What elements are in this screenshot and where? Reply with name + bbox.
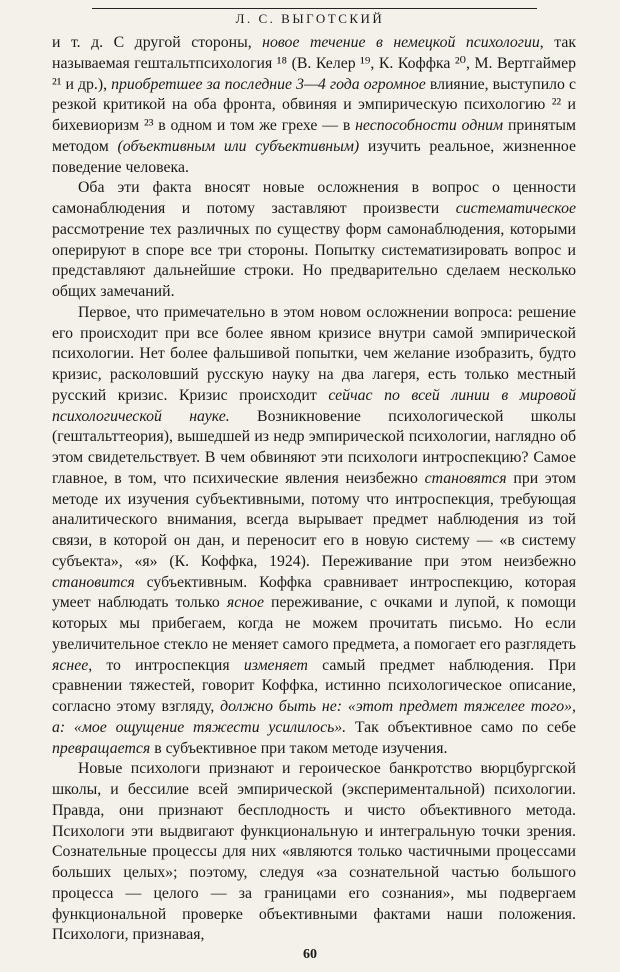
- text-run: влияние, выступило с резкой критикой на оба фронта, обвиняя и эмпирическую психологию ²² и бихевиоризм ²³ в одном и том же грехе — в: [52, 75, 576, 134]
- text-run: , так называемая гештальтпсихология ¹⁸ (В. Келер ¹⁹, К. Коффка ²⁰, М. Вертгаймер ²¹ и др.),: [52, 34, 577, 93]
- text-run: в субъективное при таком методе изучения.: [150, 739, 448, 757]
- paragraph-2: [52, 178, 576, 303]
- italic-run: яснее: [52, 656, 89, 674]
- header-rule: [92, 8, 537, 9]
- text-run: рассмотрение тех различных по существу форм самонаблюдения, которыми оперируют в споре все три стороны. Попытку систематизировать вопрос и представляют дальнейшие строки. Но предварительно сделаем несколько общих замечаний.: [52, 220, 576, 300]
- body-text: [52, 33, 576, 946]
- text-run: принятым методом: [52, 117, 576, 155]
- italic-run: ясное: [226, 594, 264, 612]
- italic-run: систематическое: [455, 200, 576, 217]
- italic-run: неспособности одним: [355, 117, 504, 134]
- text-run: Оба эти факта вносят новые осложнения в вопрос о ценности самонаблюдения и потому заставляют произвести: [52, 179, 576, 217]
- italic-run: изменяет: [243, 656, 308, 674]
- italic-run: новое течение в немецкой психологии: [262, 34, 540, 51]
- italic-run: превращается: [52, 739, 151, 757]
- italic-run: становится: [52, 573, 135, 591]
- italic-run: сейчас по всей линии в мировой психологической науке.: [52, 386, 576, 425]
- text-run: , то интроспекция: [88, 656, 244, 674]
- text-run: и т. д. С другой стороны,: [52, 34, 263, 51]
- text-run: субъективным. Коффка сравнивает интроспекцию, которая умеет наблюдать только: [52, 573, 576, 612]
- page-number: 60: [303, 947, 317, 962]
- italic-run: приобретшее за последние 3—4 года огромное: [111, 75, 426, 93]
- text-run: переживание, с очками и лупой, к помощи которых мы прибегаем, когда не можем прочитать письмо. Но если увеличительное стекло не меняет самого предмета, а помогает его разглядеть: [52, 594, 576, 653]
- text-run: Первое, что примечательно в этом новом осложнении вопроса: решение его происходит при все более явном кризисе внутри самой эмпирической психологии. Нет более фальшивой попытки, чем желание изобразить, будто кризис, расколовший русскую науку на два лагеря, есть только местный русский кризис. Кризис происходит: [52, 303, 576, 404]
- paragraph-3: [52, 303, 576, 760]
- text-run: самый предмет наблюдения. При сравнении тяжестей, говорит Коффка, истинно психологическое описание, согласно этому взгляду,: [52, 656, 576, 715]
- text-run: изучить реальное, жизненное поведение человека.: [52, 137, 577, 176]
- text-run: Так объективное само по себе: [346, 718, 576, 736]
- text-run: при этом методе их изучения субъективными, потому что интроспекция, требующая аналитического внимания, всегда вырывает предмет наблюдения из той связи, в которой он дан, и переносит его в новую систему — «в систему субъекта», «я» (К. Коффка, 1924). Переживание при этом неизбежно: [52, 469, 576, 570]
- text-run: Новые психологи признают и героическое банкротство вюрцбургской школы, и бессилие всей эмпирической (экспериментальной) психологии. Правда, они признают бесплодность и чисто объективного метода. Психологи эти выдвигают функциональную и интегральную точки зрения. Сознательные процессы для них «являются только частичными процессами больших целых»; поэтому, следуя «за сознательной частью большого процесса — целого — за границами его сознания», мы подвергаем функциональной проверке объективными фактами наши положения. Психологи, признавая,: [52, 760, 576, 944]
- paragraph-1: [52, 33, 576, 178]
- italic-run: должно быть не: «этот предмет тяжелее того», а: «мое ощущение тяжести усилилось».: [52, 698, 576, 736]
- running-head: Л. С. ВЫГОТСКИЙ: [235, 11, 385, 26]
- italic-run: становятся: [424, 469, 507, 487]
- italic-run: (объективным или субъективным): [117, 137, 360, 155]
- text-run: Возникновение психологической школы (гештальттеория), вышедшей из недр эмпирической психологии, наглядно об этом свидетельствует. В чем обвиняют эти психологи интроспекцию? Самое главное, в том, что психические явления неизбежно: [52, 407, 576, 487]
- paragraph-4: [52, 759, 576, 946]
